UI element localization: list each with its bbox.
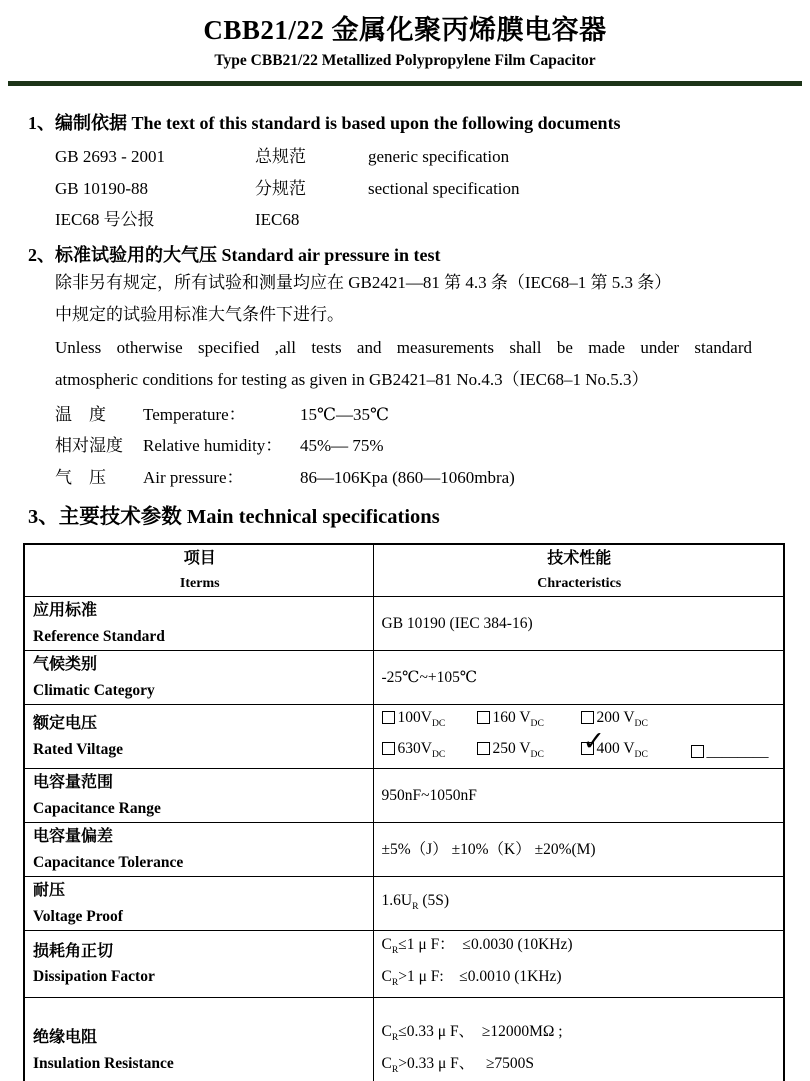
- value-text-line: $C_R\le 1$ μ F： ≤0.0030 (10KHz): [381, 936, 573, 957]
- section2-heading: 2、标准试验用的大气压 Standard air pressure in test: [28, 244, 441, 265]
- env-label-en: Relative humidity：: [143, 436, 283, 455]
- value-text: GB 10190 (IEC 384-16): [381, 614, 533, 632]
- value-cell: [373, 877, 784, 931]
- table-row-capacitance-tolerance: [24, 823, 784, 877]
- header-characteristics-en: Chracteristics: [537, 576, 622, 591]
- voltage-option-100vdc: [382, 706, 477, 736]
- voltage-option-630vdc: [382, 737, 477, 767]
- paragraph-line: Unless otherwise specified ,all tests and measurements shall be made under standard: [55, 337, 752, 357]
- table-row-insulation-resistance: [24, 998, 784, 1081]
- checkbox-checked-icon: [581, 726, 606, 758]
- item-cell: [24, 705, 373, 769]
- table-row-dissipation-factor: [24, 931, 784, 998]
- item-cell: [24, 931, 373, 998]
- value-text-line: $C_R>0.33$ μ F、 ≥7500S: [381, 1054, 535, 1075]
- paragraph-line: 除非另有规定，所有试验和测量均应在 GB2421—81 第 4.3 条（IEC68–1 第 5.3 条）: [55, 272, 672, 292]
- voltage-options: [382, 706, 778, 767]
- reference-doc-row: [55, 204, 810, 236]
- section2-paragraph-zh: [55, 267, 752, 332]
- value-cell: [373, 769, 784, 823]
- item-label-en: Rated Viltage: [33, 740, 123, 758]
- doc-type-zh: 分规范: [255, 178, 306, 198]
- doc-type-en: sectional specification: [368, 178, 520, 198]
- item-cell: [24, 823, 373, 877]
- value-text: $1.6U_R$ (5S): [381, 891, 450, 912]
- header-items-zh: 项目: [183, 550, 216, 567]
- item-label-zh: 电容量偏差: [33, 828, 114, 846]
- value-cell: [373, 823, 784, 877]
- checkbox-icon: [691, 745, 704, 758]
- header-rule: [8, 81, 802, 86]
- item-label-zh: 额定电压: [33, 715, 98, 733]
- table-row-capacitance-range: [24, 769, 784, 823]
- paragraph-line: 中规定的试验用标准大气条件下进行。: [55, 305, 344, 324]
- section1-heading: 1、编制依据 The text of this standard is based upon the following documents: [28, 113, 621, 133]
- item-label-en: Insulation Resistance: [33, 1054, 174, 1072]
- checkbox-icon: [382, 711, 395, 724]
- header-items-en: Iterms: [179, 576, 220, 591]
- test-environment-list: [55, 399, 810, 494]
- reference-doc-row: [55, 173, 810, 205]
- item-cell: [24, 998, 373, 1081]
- env-row-humidity: [55, 430, 810, 462]
- check-mark-icon: ✓: [582, 726, 606, 758]
- checkbox-icon: [581, 711, 594, 724]
- table-row-rated-voltage: [24, 705, 784, 769]
- item-label-en: Capacitance Tolerance: [33, 853, 184, 871]
- voltage-option-label: $100V_{DC}$: [397, 709, 446, 730]
- doc-type-zh: 总规范: [255, 147, 306, 166]
- env-value: 45%— 75%: [300, 436, 384, 455]
- header-characteristics-zh: 技术性能: [547, 550, 612, 567]
- voltage-option-other-blank: [691, 740, 778, 764]
- header-cell-characteristics: [373, 544, 784, 597]
- document-title: CBB21/22 金属化聚丙烯膜电容器: [203, 15, 607, 45]
- voltage-option-label: 250 $V_{DC}$: [492, 740, 544, 761]
- voltage-option-400vdc-checked: [581, 726, 691, 767]
- value-text: 950nF~1050nF: [381, 786, 477, 804]
- checkbox-icon: [382, 742, 395, 755]
- table-header-row: [24, 544, 784, 597]
- voltage-option-label: $630V_{DC}$: [397, 740, 446, 761]
- env-row-air-pressure: [55, 462, 810, 494]
- item-label-en: Climatic Category: [33, 681, 155, 699]
- item-label-zh: 绝缘电阻: [33, 1029, 98, 1047]
- item-label-zh: 损耗角正切: [33, 942, 114, 960]
- value-text: ±5%（J） ±10%（K） ±20%(M): [381, 840, 596, 858]
- doc-code: IEC68 号公报: [55, 210, 155, 229]
- env-label-en: Temperature：: [143, 404, 246, 424]
- item-label-en: Voltage Proof: [33, 907, 123, 925]
- doc-type-en: generic specification: [368, 147, 510, 166]
- value-cell: [373, 651, 784, 705]
- item-cell: [24, 597, 373, 651]
- env-label-en: Air pressure：: [143, 467, 244, 487]
- voltage-option-250vdc: [477, 737, 581, 767]
- env-label-zh: 温 度: [55, 404, 106, 424]
- table-row-climatic-category: [24, 651, 784, 705]
- item-label-zh: 电容量范围: [33, 774, 114, 792]
- doc-type-zh: IEC68: [255, 210, 300, 229]
- voltage-option-160vdc: [477, 706, 581, 736]
- voltage-option-blank-line: ________: [706, 743, 769, 761]
- voltage-option-label: 160 $V_{DC}$: [492, 709, 544, 730]
- env-label-zh: 相对湿度: [55, 436, 123, 455]
- env-value: 15℃—35℃: [300, 404, 390, 424]
- doc-code: GB 10190-88: [55, 178, 149, 198]
- value-cell: [373, 998, 784, 1081]
- section3-heading: 3、主要技术参数 Main technical specifications: [28, 506, 440, 528]
- specifications-table: [23, 543, 785, 1081]
- checkbox-icon: [477, 711, 490, 724]
- item-cell: [24, 651, 373, 705]
- value-cell: [373, 931, 784, 998]
- voltage-option-label: 200 $V_{DC}$: [596, 709, 648, 730]
- value-text-line: $C_R\le 0.33$ μ F、 ≥12000MΩ ;: [381, 1022, 563, 1043]
- voltage-option-label: 400 $V_{DC}$: [596, 740, 648, 761]
- env-label-zh: 气 压: [55, 467, 106, 487]
- item-label-zh: 气候类别: [33, 656, 98, 673]
- env-row-temperature: [55, 399, 810, 431]
- value-cell-rated-voltage: [373, 705, 784, 769]
- checkbox-icon: [477, 742, 490, 755]
- header-cell-items: [24, 544, 373, 597]
- value-text-line: $C_R>1$ μ F: ≤0.0010 (1KHz): [381, 968, 562, 989]
- value-text: -25℃~+105℃: [381, 668, 478, 686]
- table-row-voltage-proof: [24, 877, 784, 931]
- item-cell: [24, 769, 373, 823]
- section2-paragraph-en: [55, 332, 752, 396]
- env-value: 86—106Kpa (860—1060mbra): [300, 467, 515, 487]
- item-cell: [24, 877, 373, 931]
- paragraph-line: atmospheric conditions for testing as given in GB2421–81 No.4.3（IEC68–1 No.5.3）: [55, 369, 649, 389]
- document-subtitle: Type CBB21/22 Metallized Polypropylene Film Capacitor: [214, 52, 596, 69]
- reference-doc-row: [55, 141, 810, 173]
- item-label-en: Capacitance Range: [33, 799, 161, 817]
- reference-document-list: [55, 141, 810, 236]
- item-label-en: Reference Standard: [33, 627, 165, 645]
- item-label-zh: 应用标准: [33, 602, 98, 619]
- value-cell: [373, 597, 784, 651]
- item-label-zh: 耐压: [33, 882, 66, 900]
- doc-code: GB 2693 - 2001: [55, 147, 166, 166]
- item-label-en: Dissipation Factor: [33, 968, 155, 986]
- table-row-reference-standard: [24, 597, 784, 651]
